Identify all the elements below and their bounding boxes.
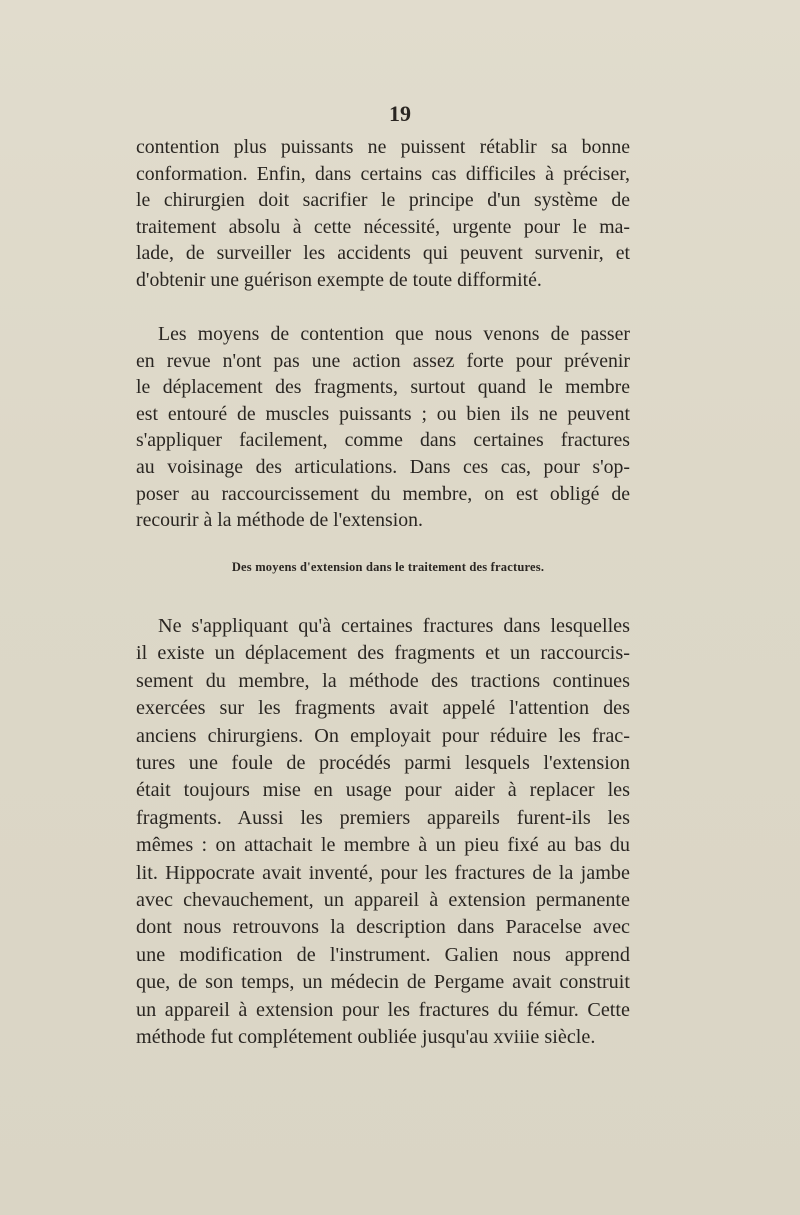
text-line: au voisinage des articulations. Dans ces cas, pour s'op- [136, 455, 630, 478]
text-line: était toujours mise en usage pour aider à replacer les [136, 779, 630, 802]
text-line: lit. Hippocrate avait inventé, pour les fractures de la jambe [136, 861, 630, 884]
text-line: anciens chirurgiens. On employait pour réduire les frac- [136, 724, 630, 747]
section-heading: Des moyens d'extension dans le traitement des fractures. [231, 560, 545, 574]
page-number: 19 [389, 101, 411, 126]
text-line: conformation. Enfin, dans certains cas difficiles à préciser, [136, 162, 630, 185]
text-line: un appareil à extension pour les fractures du fémur. Cette [136, 998, 630, 1021]
text-line: fragments. Aussi les premiers appareils furent-ils les [136, 806, 630, 829]
text-line: contention plus puissants ne puissent rétablir sa bonne [136, 136, 630, 158]
text-line: s'appliquer facilement, comme dans certaines fractures [136, 429, 630, 452]
text-line: que, de son temps, un médecin de Pergame avait construit [136, 971, 630, 994]
text-line: tures une foule de procédés parmi lesquels l'extension [136, 752, 630, 775]
text-line: recourir à la méthode de l'extension. [136, 509, 423, 532]
paragraph-3 [136, 613, 630, 1052]
text-line: exercées sur les fragments avait appelé l'attention des [136, 697, 630, 720]
text-line: est entouré de muscles puissants ; ou bien ils ne peuvent [136, 402, 630, 425]
text-line: le chirurgien doit sacrifier le principe d'un système de [136, 189, 630, 212]
text-line: le déplacement des fragments, surtout quand le membre [136, 376, 630, 399]
text-line: mêmes : on attachait le membre à un pieu fixé au bas du [136, 834, 630, 857]
text-line: avec chevauchement, un appareil à extension permanente [136, 889, 630, 912]
text-line: dont nous retrouvons la description dans Paracelse avec [136, 916, 630, 939]
text-line: une modification de l'instrument. Galien nous apprend [136, 943, 630, 966]
text-line: poser au raccourcissement du membre, on est obligé de [136, 482, 630, 505]
text-line: traitement absolu à cette nécessité, urgente pour le ma- [136, 215, 630, 238]
paragraph-2 [136, 321, 630, 534]
text-line: méthode fut complétement oubliée jusqu'au xviiie siècle. [136, 1026, 596, 1049]
text-line: Les moyens de contention que nous venons de passer [158, 323, 630, 345]
text-line: il existe un déplacement des fragments et un raccourcis- [136, 642, 630, 665]
text-line: Ne s'appliquant qu'à certaines fractures dans lesquelles [158, 615, 630, 637]
paragraph-1 [136, 134, 630, 294]
text-line: sement du membre, la méthode des tractions continues [136, 669, 630, 692]
text-line: en revue n'ont pas une action assez forte pour prévenir [136, 349, 630, 372]
text-line: lade, de surveiller les accidents qui peuvent survenir, et [136, 242, 630, 265]
text-line: d'obtenir une guérison exempte de toute difformité. [136, 268, 542, 291]
